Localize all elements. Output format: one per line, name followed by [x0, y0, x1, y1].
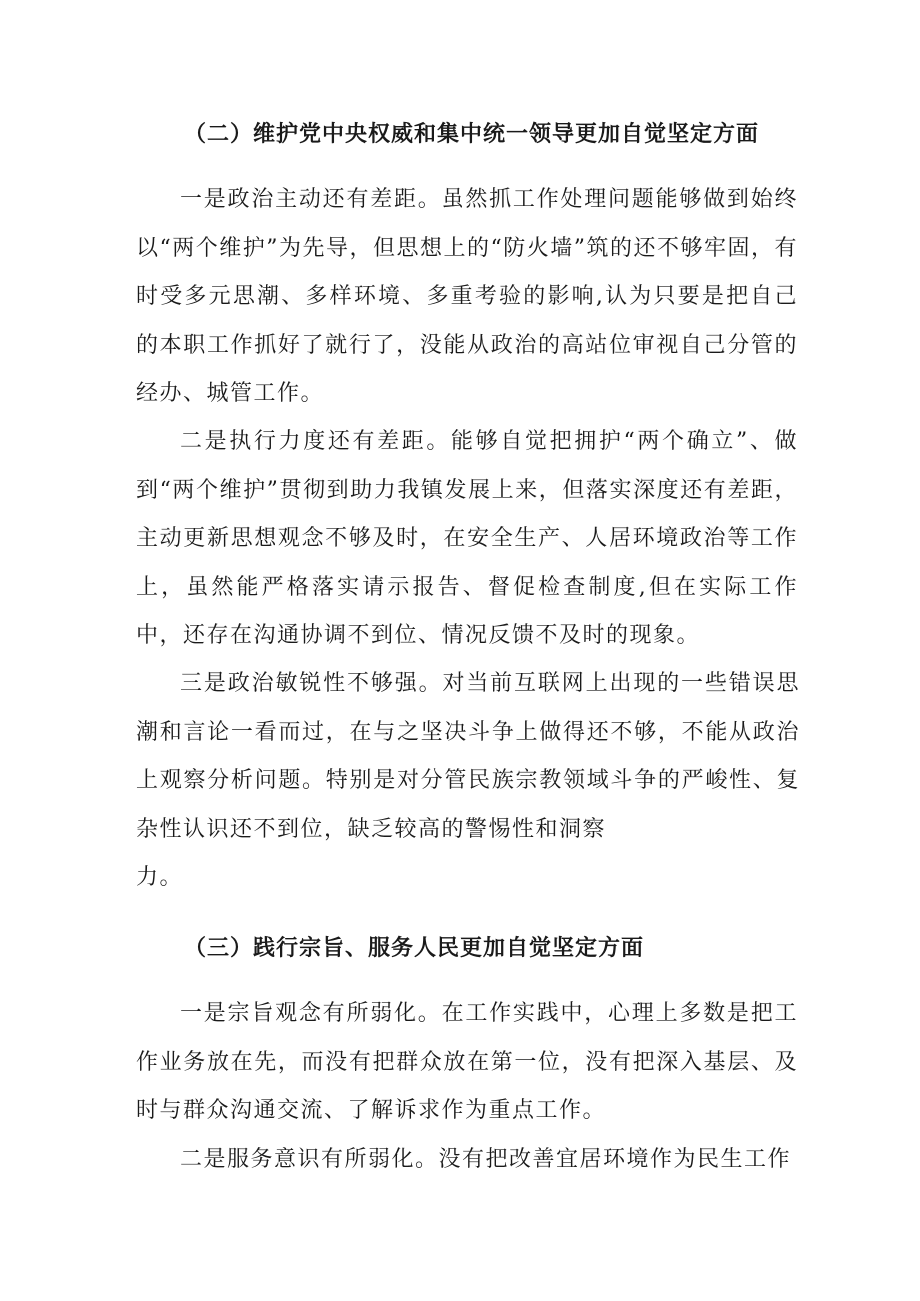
paragraph-service-awareness: 二是服务意识有所弱化。没有把改善宜居环境作为民生工作 [180, 1147, 792, 1172]
section-three-heading: （三）践行宗旨、服务人民更加自觉坚定方面 [184, 936, 645, 961]
paragraph-political-sensitivity-tail: 力。 [136, 865, 184, 890]
paragraph-political-sensitivity: 三是政治敏锐性不够强。对当前互联网上出现的一些错误思潮和言论一看而过，在与之坚决斗争上做得还不够，不能从政治上观察分析问题。特别是对分管民族宗教领域斗争的严峻性、复杂性认识还不到位，缺乏较高的警惕性和洞察 [136, 671, 800, 842]
paragraph-execution-strength: 二是执行力度还有差距。能够自觉把拥护“两个确立”、做到“两个维护”贯彻到助力我镇发展上来，但落实深度还有差距，主动更新思想观念不够及时，在安全生产、人居环境政治等工作上，虽然能严格落实请示报告、督促检查制度,但在实际工作中，还存在沟通协调不到位、情况反馈不及时的现象。 [136, 429, 798, 649]
section-two-heading: （二）维护党中央权威和集中统一领导更加自觉坚定方面 [184, 122, 760, 147]
paragraph-purpose-concept: 一是宗旨观念有所弱化。在工作实践中，心理上多数是把工作业务放在先，而没有把群众放在第一位，没有把深入基层、及时与群众沟通交流、了解诉求作为重点工作。 [136, 1001, 798, 1124]
paragraph-political-initiative: 一是政治主动还有差距。虽然抓工作处理问题能够做到始终以“两个维护”为先导，但思想上的“防火墙”筑的还不够牢固，有时受多元思潮、多样环境、多重考验的影响,认为只要是把自己的本职工作抓好了就行了，没能从政治的高站位审视自己分管的经办、城管工作。 [136, 187, 798, 407]
